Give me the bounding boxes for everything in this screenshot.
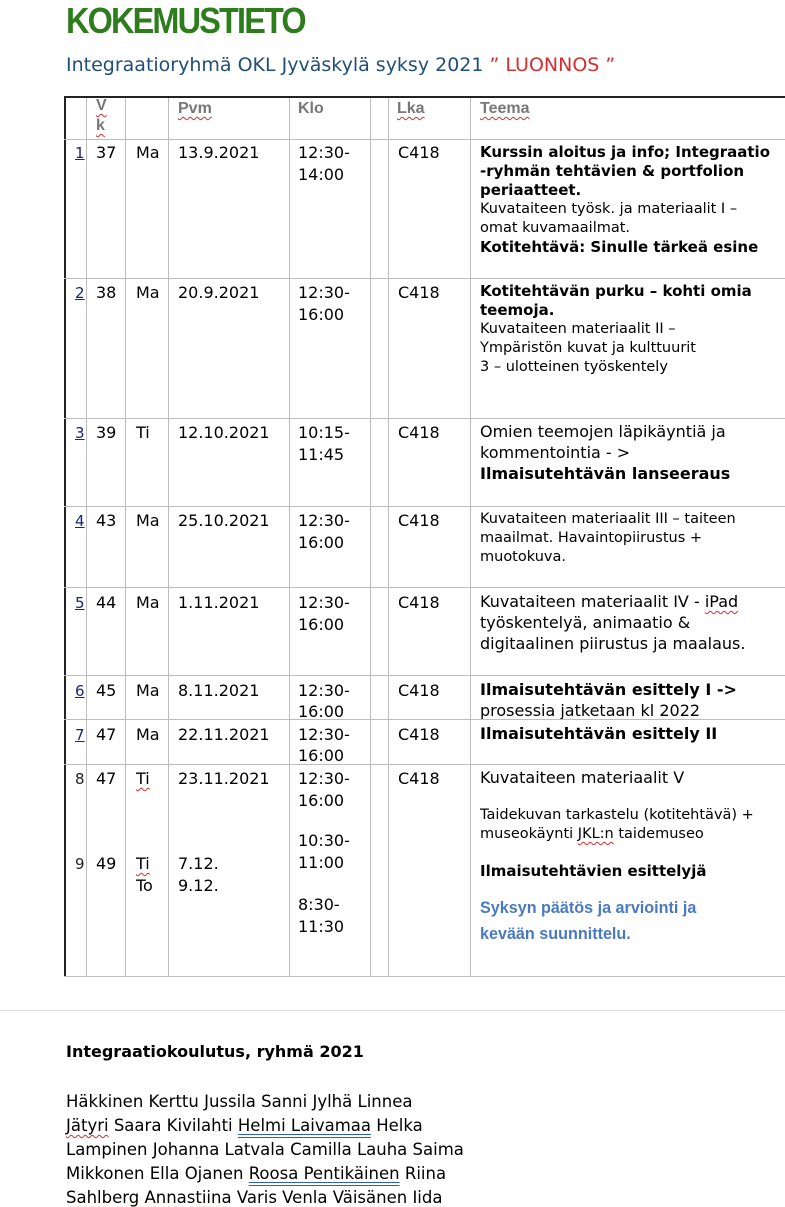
date-cell: 20.9.2021 xyxy=(178,283,260,302)
group-title: Integraatiokoulutus, ryhmä 2021 xyxy=(66,1042,364,1061)
grid-line xyxy=(64,764,785,765)
theme-line: Kurssin aloitus ja info; Integraatio xyxy=(480,143,771,161)
time-end: 16:00 xyxy=(298,702,345,719)
row-number-link[interactable]: 5 xyxy=(75,594,85,612)
theme-line xyxy=(480,591,785,612)
day-cell: Ma xyxy=(136,725,160,744)
theme-line: omat kuvamaailmat. xyxy=(480,220,631,236)
theme-text: museokäynti xyxy=(480,826,578,842)
time-start: 12:30- xyxy=(298,143,350,162)
grid-line xyxy=(64,418,785,419)
theme-cell xyxy=(480,143,785,257)
room-cell: C418 xyxy=(398,283,440,302)
theme-text: 2022 xyxy=(654,701,701,719)
participant-list xyxy=(66,1090,464,1207)
date-cell: 8.11.2021 xyxy=(178,681,260,700)
time-end: 16:00 xyxy=(298,746,345,763)
day-cell: Ti xyxy=(136,423,150,442)
header-lka: Lka xyxy=(397,100,425,117)
week-cell: 39 xyxy=(96,423,117,442)
day-cell: Ma xyxy=(136,593,160,612)
row-number: 8 xyxy=(75,770,85,788)
week-cell: 49 xyxy=(96,854,117,873)
date-cell: 7.12. xyxy=(178,854,219,873)
theme-line: Kuvataiteen materiaalit III – taiteen xyxy=(480,511,736,527)
grid-line xyxy=(289,96,290,977)
theme-line: Ilmaisutehtävän esittely I -> xyxy=(480,680,737,699)
theme-line: digitaalinen piirustus ja maalaus. xyxy=(480,634,746,653)
theme-text: taidemuseo xyxy=(613,826,704,842)
date-cell: 13.9.2021 xyxy=(178,143,260,162)
theme-text: JKL:n xyxy=(577,826,614,842)
theme-line: Kuvataiteen materiaalit V xyxy=(480,768,685,787)
list-item xyxy=(66,1162,464,1186)
header-pvm: Pvm xyxy=(178,100,212,117)
theme-line: työskentelyä, animaatio & xyxy=(480,613,691,632)
room-cell: C418 xyxy=(398,769,440,788)
theme-line: kevään suunnittelu. xyxy=(480,924,631,943)
grid-line xyxy=(168,96,169,977)
time-end: 11:45 xyxy=(298,445,345,464)
day-cell: Ma xyxy=(136,511,160,530)
header-vk-top: V xyxy=(96,97,107,114)
room-cell: C418 xyxy=(398,593,440,612)
names-text: Sahlberg Annastiina xyxy=(66,1188,232,1207)
header-vk-bottom: k xyxy=(96,117,105,134)
room-cell: C418 xyxy=(398,725,440,744)
theme-cell xyxy=(480,510,785,567)
theme-line: Ilmaisutehtävän esittely II xyxy=(480,724,718,743)
row-number-link[interactable]: 4 xyxy=(75,512,85,530)
theme-line: -ryhmän tehtävien & portfolion xyxy=(480,162,745,180)
theme-line: Kuvataiteen materiaalit II – xyxy=(480,321,676,337)
theme-text: Kuvataiteen materiaalit IV - xyxy=(480,592,705,611)
section-divider xyxy=(0,1010,785,1011)
date-cell: 22.11.2021 xyxy=(178,725,270,744)
time-end: 11:00 xyxy=(298,853,345,872)
theme-line: teemoja. xyxy=(480,301,555,319)
row-number-link[interactable]: 3 xyxy=(75,424,85,442)
names-text: Riina xyxy=(399,1164,447,1183)
week-cell: 43 xyxy=(96,511,117,530)
names-text: Mikkonen Ella Ojanen xyxy=(66,1164,249,1183)
names-text: Helmi Laivamaa xyxy=(237,1116,371,1135)
grid-line xyxy=(64,139,785,140)
theme-text: prosessia jatketaan xyxy=(480,701,641,719)
row-number-link[interactable]: 6 xyxy=(75,682,85,700)
row-number-link[interactable]: 1 xyxy=(75,144,85,162)
room-cell: C418 xyxy=(398,143,440,162)
row-number: 9 xyxy=(75,855,85,873)
time-start: 8:30- xyxy=(298,895,340,914)
theme-line: muotokuva. xyxy=(480,549,566,565)
list-item xyxy=(66,1090,464,1114)
day-cell: Ma xyxy=(136,143,160,162)
theme-line: maailmat. Havaintopiirustus + xyxy=(480,530,703,546)
grid-line xyxy=(125,96,126,977)
theme-line: Taidekuvan tarkastelu (kotitehtävä) + xyxy=(480,807,754,823)
grid-line xyxy=(370,96,371,977)
week-cell: 47 xyxy=(96,769,117,788)
grid-line xyxy=(64,96,66,977)
theme-cell xyxy=(480,282,785,377)
theme-line: periaatteet. xyxy=(480,181,582,199)
day-cell: To xyxy=(136,876,153,895)
theme-cell xyxy=(480,767,785,947)
theme-line: Syksyn päätös ja arviointi ja xyxy=(480,898,697,917)
theme-line xyxy=(480,825,785,844)
draft-label: ” LUONNOS ” xyxy=(489,54,616,76)
time-start: 12:30- xyxy=(298,681,350,700)
names-text: Häkkinen Kerttu Jussila Sanni Jylhä Linnea xyxy=(66,1092,413,1111)
theme-line: Ilmaisutehtävien esittelyjä xyxy=(480,862,707,880)
date-cell: 25.10.2021 xyxy=(178,511,270,530)
date-cell: 1.11.2021 xyxy=(178,593,260,612)
theme-cell xyxy=(480,421,785,484)
week-cell: 44 xyxy=(96,593,117,612)
time-start: 10:30- xyxy=(298,831,350,850)
time-start: 12:30- xyxy=(298,725,350,744)
grid-line xyxy=(64,506,785,507)
theme-cell xyxy=(480,723,785,744)
logo: KOKEMUSTIETO xyxy=(66,0,305,41)
theme-line: Ympäristön kuvat ja kulttuurit xyxy=(480,340,696,356)
names-text: Roosa Pentikäinen xyxy=(248,1164,400,1183)
time-end: 11:30 xyxy=(298,917,345,936)
time-end: 16:00 xyxy=(298,791,345,810)
date-cell: 9.12. xyxy=(178,876,219,895)
week-cell: 37 xyxy=(96,143,117,162)
time-end: 16:00 xyxy=(298,615,345,634)
theme-line: Omien teemojen läpikäyntiä ja xyxy=(480,422,726,441)
list-item xyxy=(66,1114,464,1138)
grid-line xyxy=(388,96,389,977)
time-start: 12:30- xyxy=(298,769,350,788)
names-text: Saara Kivilahti xyxy=(108,1116,238,1135)
names-text: Lampinen Johanna Latvala Camilla Lauha Saima xyxy=(66,1140,464,1159)
time-start: 12:30- xyxy=(298,511,350,530)
room-cell: C418 xyxy=(398,423,440,442)
list-item xyxy=(66,1186,464,1207)
room-cell: C418 xyxy=(398,681,440,700)
list-item xyxy=(66,1138,464,1162)
header-teema: Teema xyxy=(480,100,530,117)
names-text: Varis Venla Väisänen Iida xyxy=(231,1188,443,1207)
time-end: 14:00 xyxy=(298,165,345,184)
theme-line: Ilmaisutehtävän lanseeraus xyxy=(480,464,731,483)
theme-cell xyxy=(480,679,785,719)
grid-line xyxy=(64,587,785,588)
grid-line xyxy=(86,96,87,977)
theme-text: kl xyxy=(640,701,655,719)
theme-line: Kuvataiteen työsk. ja materiaalit I – xyxy=(480,201,738,217)
grid-line xyxy=(64,719,785,720)
day-cell: Ma xyxy=(136,681,160,700)
time-start: 12:30- xyxy=(298,593,350,612)
time-end: 16:00 xyxy=(298,533,345,552)
names-text: Jätyri xyxy=(66,1116,109,1135)
day-cell: Ti xyxy=(136,854,150,873)
day-cell: Ti xyxy=(136,769,150,788)
week-cell: 45 xyxy=(96,681,117,700)
subtitle-text: Integraatioryhmä OKL Jyväskylä syksy 2021 xyxy=(66,54,484,76)
grid-line xyxy=(64,976,785,977)
day-cell: Ma xyxy=(136,283,160,302)
theme-line: kommentointia - > xyxy=(480,443,631,462)
row-number-link[interactable]: 2 xyxy=(75,284,85,302)
theme-cell xyxy=(480,591,785,654)
grid-line xyxy=(470,96,471,977)
names-text: Helka xyxy=(371,1116,423,1135)
time-end: 16:00 xyxy=(298,305,345,324)
room-cell: C418 xyxy=(398,511,440,530)
grid-line xyxy=(64,675,785,676)
time-start: 12:30- xyxy=(298,283,350,302)
week-cell: 47 xyxy=(96,725,117,744)
date-cell: 12.10.2021 xyxy=(178,423,270,442)
theme-line: Kotitehtävän purku – kohti omia xyxy=(480,282,752,300)
week-cell: 38 xyxy=(96,283,117,302)
grid-line xyxy=(64,278,785,279)
theme-line: Kotitehtävä: Sinulle tärkeä esine xyxy=(480,238,759,256)
row-number-link[interactable]: 7 xyxy=(75,726,85,744)
time-start: 10:15- xyxy=(298,423,350,442)
header-klo: Klo xyxy=(298,100,324,117)
theme-line xyxy=(480,700,785,719)
theme-line: 3 – ulotteinen työskentely xyxy=(480,359,668,375)
theme-text: iPad xyxy=(704,592,739,611)
date-cell: 23.11.2021 xyxy=(178,769,270,788)
